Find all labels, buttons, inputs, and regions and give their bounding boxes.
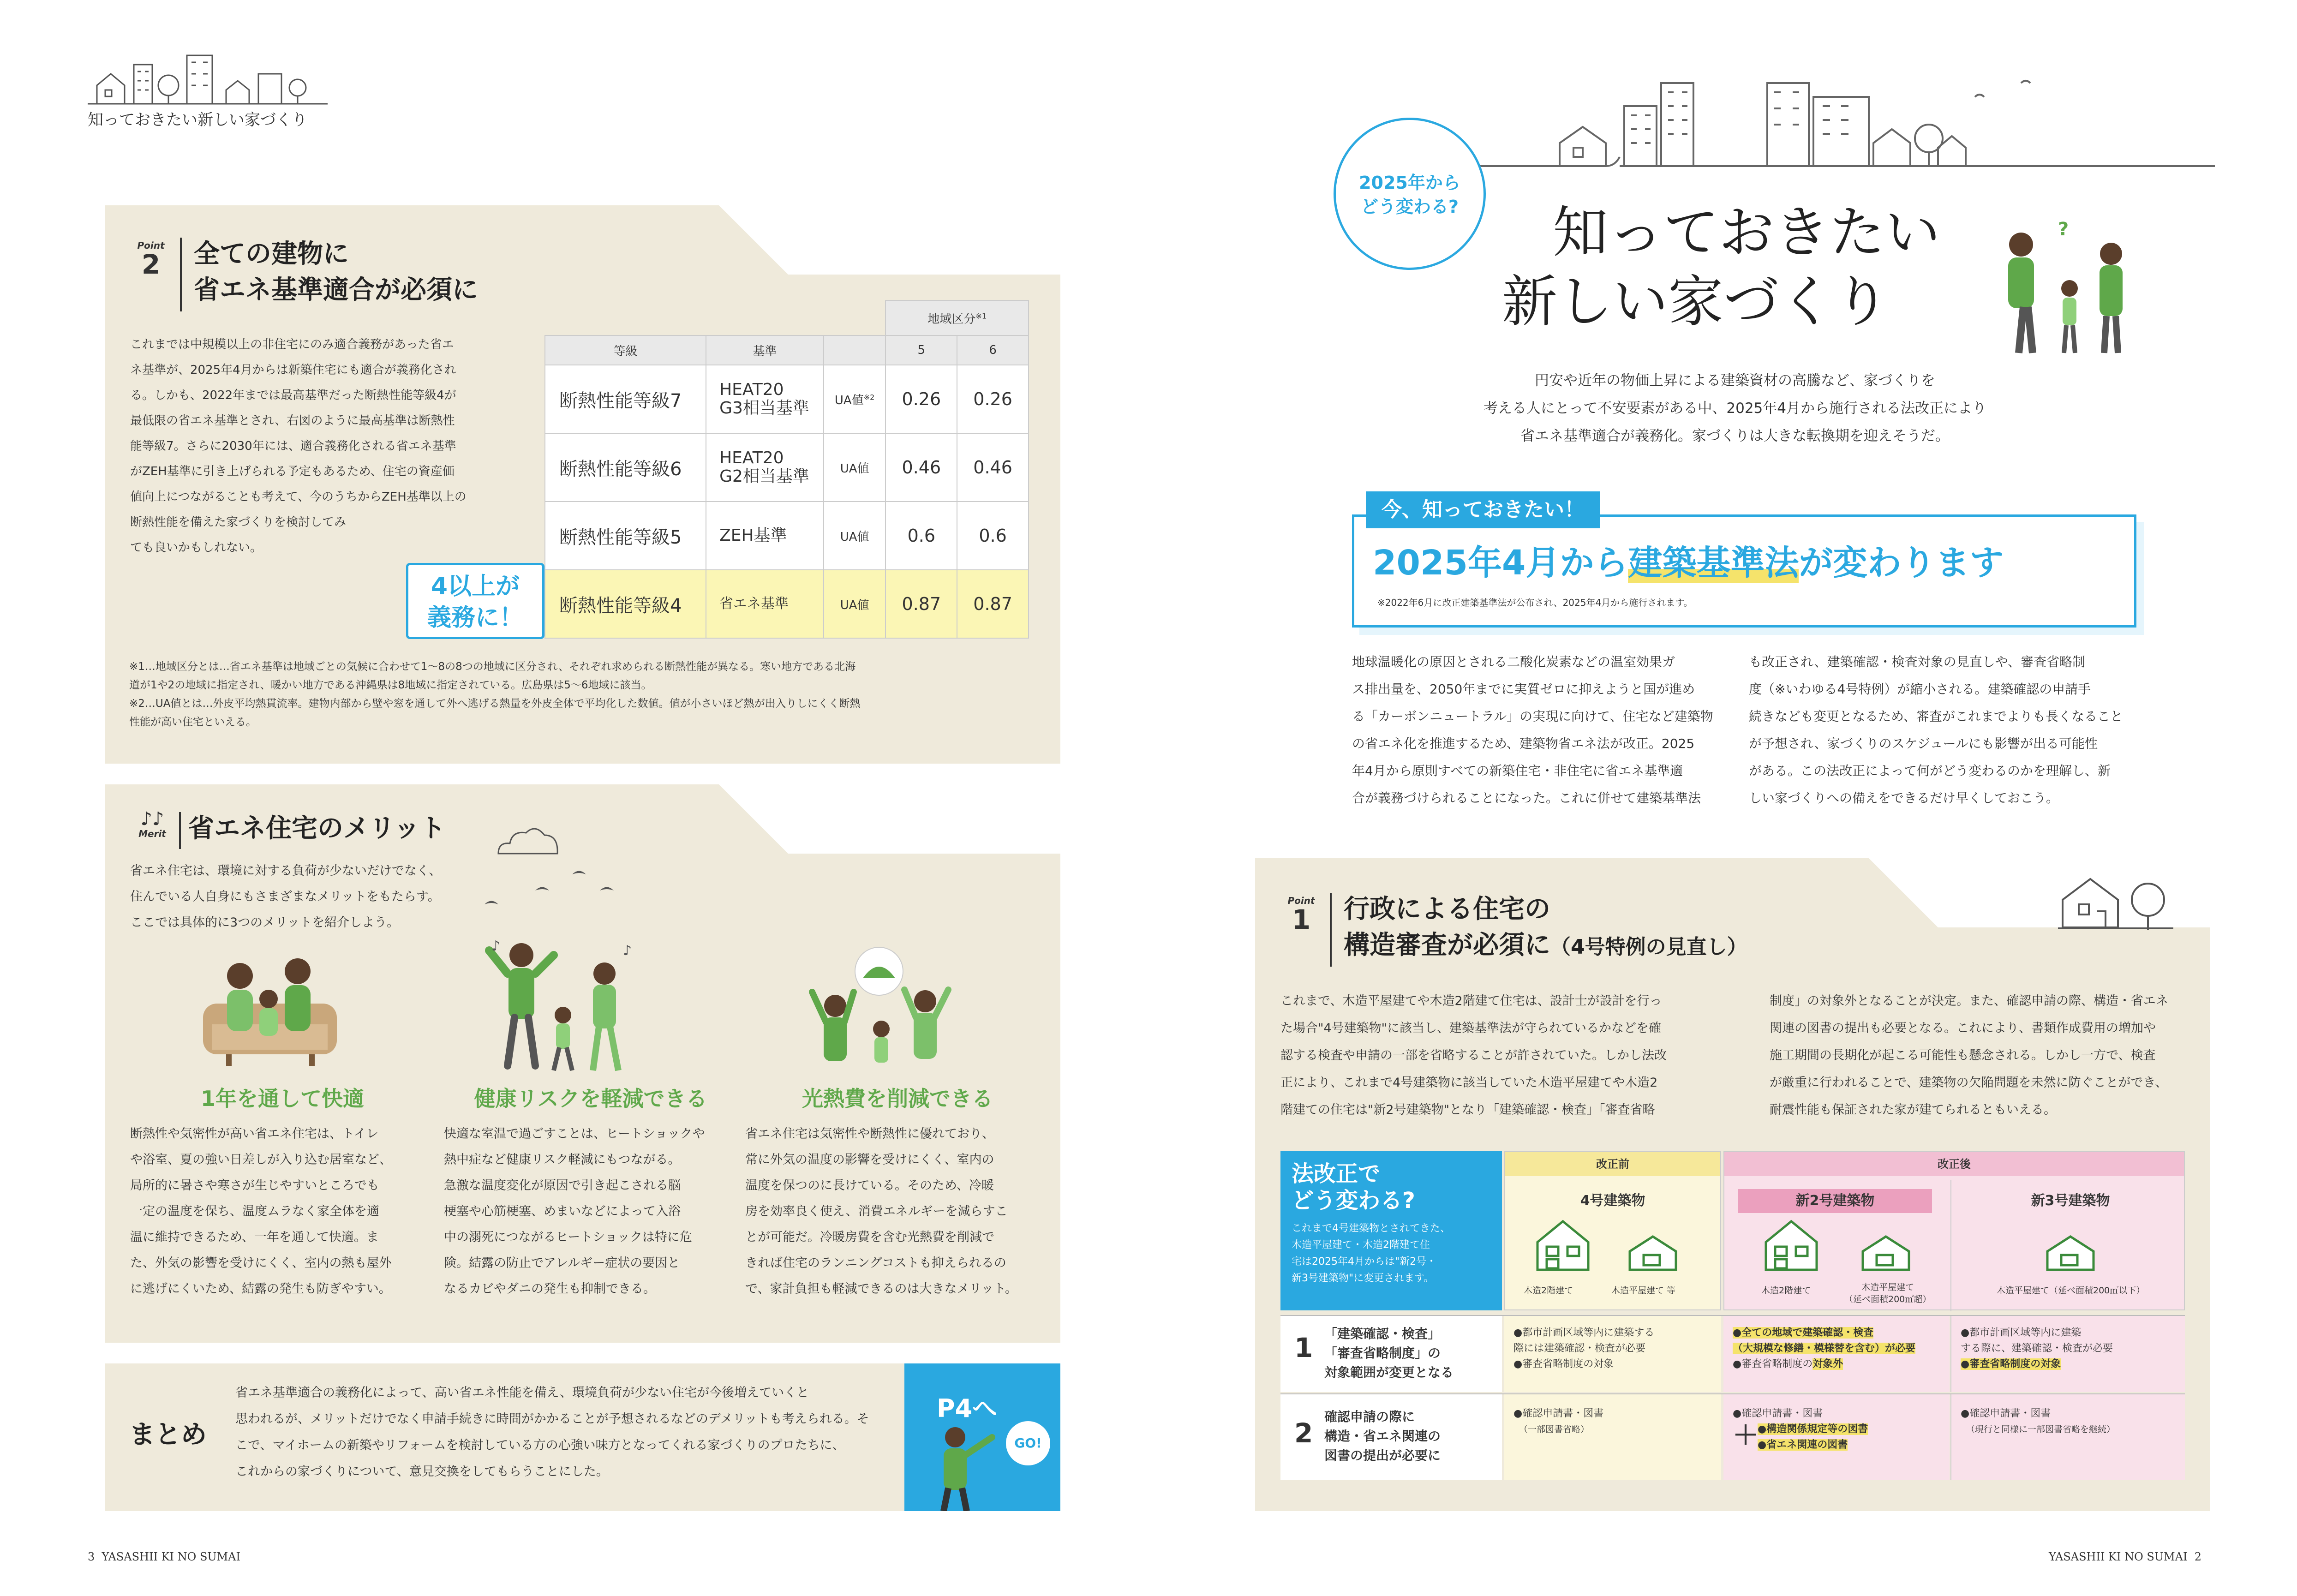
footer-left [88, 1550, 240, 1563]
go-to-p4-button[interactable] [904, 1363, 1060, 1511]
text-line: 梗塞や心筋梗塞、めまいなどによって入浴 [444, 1204, 681, 1219]
text-line: た、外気の影響を受けにくく、室内の熱も屋外 [130, 1256, 392, 1270]
matome-title: まとめ [129, 1420, 207, 1450]
text-line: ネ基準が、2025年4月からは新築住宅にも適合が義務化され [130, 363, 456, 377]
row-value-6: 0.46 [957, 433, 1029, 502]
before-label: 改正前 [1505, 1152, 1720, 1176]
r1-cn2-b: （大規模な修繕・模様替を含む）が必要 [1733, 1343, 1916, 1354]
text-line: 合が義務づけられることになった。これに併せて建築基準法 [1352, 790, 1701, 806]
row-value-6: 0.26 [957, 365, 1029, 433]
text-line: 温に維持できるため、一年を通して快適。ま [130, 1230, 379, 1244]
row-value-5: 0.87 [885, 570, 957, 638]
row-value-6: 0.6 [957, 502, 1029, 570]
text-line: 度（※いわゆる4号特例）が縮小される。建築確認の申請手 [1749, 681, 2091, 697]
banner-title-b: 建築基準法 [1628, 543, 1799, 583]
header-title-left: 知っておきたい新しい家づくり [88, 111, 307, 129]
r1-l3: 対象範囲が変更となる [1324, 1365, 1454, 1380]
text-line: ●審査省略制度の対象 [1513, 1358, 1614, 1370]
r1-cn2-c: ●審査省略制度の [1733, 1358, 1813, 1370]
region-header-text: 地域区分 [927, 312, 976, 326]
point2-title [194, 236, 478, 308]
table-row [545, 502, 1029, 570]
text-line: 能等級7。さらに2030年には、適合義務化される省エネ基準 [130, 439, 456, 453]
r1-cn2-d: 対象外 [1812, 1358, 1843, 1370]
merit2-title: 健康リスクを軽減できる [474, 1086, 707, 1111]
point1-title-line2: 構造審査が必須に [1344, 930, 1550, 960]
col-ua [824, 335, 886, 365]
banner-note: ※2022年6月に改正建築基準法が公布され、2025年4月から施行されます。 [1377, 597, 1693, 608]
text-line: する際に、建築確認・検査が必要 [1961, 1343, 2113, 1354]
table-row-highlight [545, 570, 1029, 638]
footer-left-page: 3 [88, 1550, 95, 1563]
text-line: 快適な室温で過ごすことは、ヒートショックや [444, 1127, 705, 1141]
merit-divider [179, 812, 181, 849]
row2-col4 [1504, 1394, 1721, 1480]
text-line: に逃げにくいため、結露の発生も防ぎやすい。 [130, 1282, 391, 1296]
text-line: 最低限の省エネ基準とされ、右図のように最高基準は断熱性 [130, 414, 455, 428]
row-value-6: 0.87 [957, 570, 1029, 638]
text-line: 省エネ基準適合の義務化によって、高い省エネ性能を備え、環境負荷が少ない住宅が今後増えていくと [235, 1386, 809, 1400]
coln2-cap2 [1844, 1281, 1931, 1305]
col-level: 等級 [545, 335, 706, 365]
house-1story-icon [1625, 1233, 1681, 1272]
r2-c4-a: ●確認申請書・図書 [1513, 1408, 1604, 1419]
footnote-line: ※2…UA値とは…外皮平均熱貫流率。建物内部から壁や窓を通して外へ逃げる熱量を外皮全体で平均化した数値。値が小さいほど熱が出入りしにくく断熱 [129, 698, 861, 710]
point-number: 1 [1292, 904, 1311, 935]
q-line2: どう変わる? [1292, 1188, 1415, 1213]
law-change-table [1280, 1151, 2185, 1479]
r1-cn2-a: ●全ての地域で建築確認・検査 [1733, 1327, 1874, 1339]
house-tree-icon [2058, 872, 2173, 932]
point2-divider [180, 238, 182, 311]
banner-title-c: が変わります [1799, 543, 2004, 583]
text-line: 省エネ住宅は、環境に対する負荷が少ないだけでなく、 [130, 864, 442, 878]
point-number: 2 [141, 249, 161, 280]
callout-mandatory [406, 563, 544, 639]
r1-cn3-d: ●審査省略制度の対象 [1961, 1358, 2061, 1370]
text-line: 続きなども変更となるため、審査がこれまでよりも長くなること [1749, 709, 2123, 724]
cloud-icon [494, 821, 563, 858]
main-title-line1: 知っておきたい [1553, 201, 1940, 265]
text-line: る。しかも、2022年までは最高基準だった断熱性能等級4が [130, 389, 456, 402]
skyline-illustration-right [1467, 69, 2215, 189]
row-value-5: 0.26 [885, 365, 957, 433]
row-standard [706, 433, 824, 502]
text-line: こで、マイホームの新築やリフォームを検討している方の心強い味方となってくれる家づくりのプロたちに、 [235, 1438, 845, 1453]
row2 [1280, 1393, 2185, 1479]
r2-cn2-a: ●確認申請書・図書 [1733, 1408, 1823, 1419]
coln3-cap: 木造平屋建て（延べ面積200㎡以下） [1997, 1285, 2145, 1296]
row2-coln2 [1723, 1394, 1950, 1480]
insulation-grade-table [544, 300, 1029, 639]
text-line: 温度を保つのに長けている。そのため、冷暖 [745, 1178, 994, 1193]
point2-title-line2: 省エネ基準適合が必須に [194, 275, 478, 305]
text-line: 常に外気の温度の影響を受けにくく、室内の [745, 1153, 994, 1167]
change-circle [1334, 118, 1486, 270]
go-badge: GO! [1006, 1421, 1050, 1465]
right-col2 [1749, 648, 2136, 812]
text-line: 制度」の対象外となることが決定。また、確認申請の際、構造・省エネ [1770, 994, 2168, 1008]
row2-label [1324, 1407, 1441, 1465]
text-line: 際には建築確認・検査が必要 [1513, 1343, 1646, 1354]
row-ua: UA値 [824, 502, 886, 570]
r2-cn2-c: ●省エネ関連の図書 [1758, 1439, 1848, 1451]
row-ua: UA値 [824, 570, 886, 638]
text-line: 耐震性能も保証された家が建てられるともいえる。 [1770, 1103, 2056, 1117]
row-ua: UA値 [824, 433, 886, 502]
row2-coln3 [1950, 1394, 2185, 1480]
merit-label: Merit [138, 828, 166, 839]
row1-coln2 [1723, 1316, 1950, 1392]
text-line: 思われるが、メリットだけでなく申請手続きに時間がかかることが予想されるなどのデメリットも考えられる。そ [235, 1412, 869, 1426]
main-title [1502, 198, 1940, 337]
q-line1: 法改正で [1292, 1161, 1381, 1187]
text-line: 熱中症など健康リスク軽減にもつながる。 [444, 1153, 681, 1167]
table-row [545, 365, 1029, 433]
merit2-text [444, 1121, 748, 1302]
text-line: 地球温暖化の原因とされる二酸化炭素などの温室効果ガ [1352, 654, 1675, 669]
text-line: 局所的に暑さや寒さが生じやすいところでも [130, 1178, 379, 1193]
text-line: 険。結露の防止でアレルギー症状の要因と [444, 1256, 680, 1270]
question-box [1280, 1151, 1502, 1310]
text-line: が予想され、家づくりのスケジュールにも影響が出る可能性 [1749, 736, 2098, 751]
family-question-illustration [1989, 217, 2146, 355]
banner-tab: 今、知っておきたい！ [1366, 491, 1600, 528]
r2-cn3-b: （現行と同様に一部図書省略を継続） [1966, 1424, 2116, 1435]
house-2story-icon [1761, 1217, 1821, 1272]
merit-title: 省エネ住宅のメリット [188, 813, 446, 843]
point1-title-paren: （4号特例の見直し） [1550, 935, 1747, 959]
text-line: ●都市計画区域等内に建築 [1961, 1327, 2082, 1339]
family-dance-illustration [480, 937, 646, 1075]
row-level: 断熱性能等級6 [545, 433, 706, 502]
ua-text: UA値 [834, 393, 864, 407]
footnote-line: 性能が高い住宅といえる。 [129, 716, 257, 728]
plus-icon: ＋ [1733, 1421, 1759, 1451]
svg-text:♪: ♪ [623, 943, 632, 959]
after-label: 改正後 [1724, 1152, 2184, 1176]
footer-right-brand: YASASHII KI NO SUMAI [2049, 1550, 2188, 1563]
text-line: ス排出量を、2050年までに実質ゼロに抑えようと国が進め [1352, 681, 1695, 697]
point-label: Point [1287, 895, 1315, 906]
r2-c4-b: （一部図書省略） [1519, 1424, 1590, 1435]
text-line: 省エネ基準適合が義務化。家づくりは大きな転換期を迎えそうだ。 [1520, 428, 1950, 444]
footer-right-page: 2 [2194, 1550, 2201, 1563]
matome-text [235, 1380, 909, 1485]
footnote-line: 道が1や2の地域に指定され、暖かい地方である沖縄県は8地域に指定されている。広島県は5〜6地域に該当。 [129, 679, 652, 691]
merit3-title: 光熱費を削減できる [802, 1086, 993, 1111]
text-line: 円安や近年の物価上昇による建築資材の高騰など、家づくりを [1535, 372, 1935, 389]
text-line: がZEH基準に引き上げられる予定もあるため、住宅の資産価 [130, 465, 455, 478]
region-header [885, 300, 1029, 335]
q-desc [1292, 1220, 1491, 1287]
r2-l2: 構造・省エネ関連の [1324, 1429, 1441, 1444]
merit-badge [129, 810, 175, 839]
circle-line1: 2025年から [1359, 173, 1460, 193]
svg-text:?: ? [2058, 219, 2069, 240]
right-col1 [1352, 648, 1730, 812]
col-standard: 基準 [706, 335, 824, 365]
text-line: これまで4号建築物とされてきた、 [1292, 1223, 1450, 1234]
footer-right [2049, 1550, 2201, 1563]
text-line: 中の溺死につながるヒートショックは特に危 [444, 1230, 692, 1244]
text-line: とが可能だ。冷暖房費を含む光熱費を削減で [745, 1230, 994, 1244]
music-icon: ♪♪ [140, 808, 164, 830]
coln2-cap2b: （延べ面積200㎡超） [1844, 1294, 1932, 1304]
standard-line2: G3相当基準 [719, 399, 809, 418]
house-1story-icon [2043, 1233, 2098, 1272]
text-line: 急激な温度変化が原因で引き起こされる脳 [444, 1178, 681, 1193]
text-line: 考える人にとって不安要素がある中、2025年4月から施行される法改正により [1483, 400, 1986, 417]
point2-badge [126, 240, 176, 278]
family-cheer-illustration [803, 937, 960, 1075]
text-line: しい家づくりへの備えをできるだけ早くしておこう。 [1749, 790, 2059, 806]
point1-col2 [1770, 987, 2194, 1124]
point1-title [1344, 891, 1747, 965]
text-line: 断熱性能を備えた家づくりを検討してみ [130, 515, 347, 529]
callout-line1: 4以上が [431, 573, 520, 600]
text-line: や浴室、夏の強い日差しが入り込む居室など、 [130, 1153, 392, 1167]
text-line: 年4月から原則すべての新築住宅・非住宅に省エネ基準適 [1352, 763, 1683, 778]
point2-footnotes [129, 658, 1043, 731]
point2-title-line1: 全ての建物に [194, 239, 349, 269]
standard-line2: G2相当基準 [719, 467, 809, 486]
house-2story-icon [1533, 1217, 1593, 1272]
text-line: 関連の図書の提出も必要となる。これにより、書類作成費用の増加や [1770, 1021, 2156, 1035]
text-line: 正により、これまで4号建築物に該当していた木造平屋建てや木造2 [1280, 1076, 1658, 1090]
text-line: で、家計負担も軽減できるのは大きなメリット。 [745, 1282, 1017, 1296]
coln2-cap1: 木造2階建て [1761, 1285, 1811, 1296]
r2-l3: 図書の提出が必要に [1324, 1448, 1441, 1463]
text-line: ここでは具体的に3つのメリットを紹介しよう。 [130, 915, 400, 930]
circle-line2: どう変わる? [1360, 197, 1459, 217]
r1-l1: 「建築確認・検査」 [1324, 1326, 1441, 1341]
text-line: 認する検査や申請の一部を省略することが許されていた。しかし法改 [1280, 1048, 1667, 1063]
family-sofa-illustration [198, 948, 341, 1068]
col-region6: 6 [957, 335, 1029, 365]
coln2-cap2a: 木造平屋建て [1861, 1282, 1914, 1292]
col-region5: 5 [885, 335, 957, 365]
main-title-line2: 新しい家づくり [1502, 270, 1890, 334]
coln3-label: 新3号建築物 [2031, 1193, 2110, 1209]
point2-body [130, 332, 536, 561]
point1-col1 [1280, 987, 1710, 1124]
row-value-5: 0.6 [885, 502, 957, 570]
text-line: 値向上につながることも考えて、今のうちからZEH基準以上の [130, 490, 467, 504]
r2-cn3-a: ●確認申請書・図書 [1961, 1408, 2051, 1419]
text-line: ても良いかもしれない。 [130, 541, 263, 555]
table-row [545, 433, 1029, 502]
row1-number: 1 [1294, 1332, 1313, 1363]
text-line: これまでは中規模以上の非住宅にのみ適合義務があった省エ [130, 338, 454, 352]
text-line: 宅は2025年4月からは"新2号・ [1292, 1256, 1437, 1267]
text-line: も改正され、建築確認・検査対象の見直しや、審査省略制 [1749, 654, 2086, 669]
after-col [1723, 1151, 2185, 1310]
region-note: ※1 [975, 311, 987, 320]
row1 [1280, 1315, 2185, 1391]
person-pointing-icon [923, 1419, 1001, 1511]
standard-line1: HEAT20 [719, 448, 784, 467]
row-standard: 省エネ基準 [706, 570, 824, 638]
text-line: 木造平屋建て・木造2階建て住 [1292, 1239, 1430, 1251]
text-line: が厳重に行われることで、建築物の欠陥問題を未然に防ぐことができ、 [1770, 1076, 2168, 1090]
banner-title-a: 2025年4月から [1373, 543, 1628, 583]
row2-number: 2 [1294, 1417, 1313, 1449]
point-label: Point [137, 240, 165, 251]
text-line: る「カーボンニュートラル」の実現に向けて、住宅など建築物 [1352, 709, 1713, 724]
go-page-label: P4へ [937, 1394, 998, 1423]
text-line: がある。この法改正によって何がどう変わるのかを理解し、新 [1749, 763, 2111, 778]
text-line: 住んでいる人自身にもさまざまなメリットをもたらす。 [130, 890, 440, 904]
footer-left-brand: YASASHII KI NO SUMAI [102, 1550, 240, 1563]
col4-cap1: 木造2階建て [1524, 1285, 1573, 1296]
text-line: 房を効率良く使え、消費エネルギーを減らすこ [745, 1204, 1008, 1219]
text-line: きれば住宅のランニングコストも抑えられるの [745, 1256, 1006, 1270]
col4-label: 4号建築物 [1580, 1193, 1645, 1209]
row-value-5: 0.46 [885, 433, 957, 502]
col4-cap2: 木造平屋建て 等 [1611, 1285, 1676, 1296]
point1-title-line1: 行政による住宅の [1344, 894, 1550, 924]
text-line: 新3号建築物"に変更されます。 [1292, 1273, 1434, 1284]
merit1-text [130, 1121, 435, 1302]
row-ua [824, 365, 886, 433]
row-level: 断熱性能等級7 [545, 365, 706, 433]
text-line: 階建ての住宅は"新2号建築物"となり「建築確認・検査」「審査省略 [1280, 1103, 1655, 1117]
birds-icon [480, 863, 618, 914]
text-line: ●都市計画区域等内に建築する [1513, 1327, 1655, 1339]
text-line: た場合"4号建築物"に該当し、建築基準法が守られているかなどを確 [1280, 1021, 1662, 1035]
r1-l2: 「審査省略制度」の [1324, 1345, 1441, 1361]
row-standard: ZEH基準 [706, 502, 824, 570]
text-line: の省エネ化を推進するため、建築物省エネ法が改正。2025 [1352, 736, 1695, 751]
merit1-title: 1年を通して快適 [200, 1086, 364, 1111]
before-col [1504, 1151, 1721, 1310]
merit-intro [130, 858, 441, 936]
row-level: 断熱性能等級5 [545, 502, 706, 570]
coln2-label: 新2号建築物 [1738, 1189, 1932, 1213]
r2-l1: 確認申請の際に [1324, 1409, 1415, 1424]
standard-line1: HEAT20 [719, 380, 784, 399]
text-line: 断熱性や気密性が高い省エネ住宅は、トイレ [130, 1127, 379, 1141]
point1-divider [1330, 893, 1332, 967]
text-line: 施工期間の長期化が起こる可能性も懸念される。しかし一方で、検査 [1770, 1048, 2156, 1063]
text-line: 省エネ住宅は気密性や断熱性に優れており、 [745, 1127, 994, 1141]
text-line: これまで、木造平屋建てや木造2階建て住宅は、設計士が設計を行っ [1280, 994, 1662, 1008]
row1-coln3 [1950, 1316, 2185, 1392]
ua-note: ※2 [863, 392, 875, 401]
lead-text [1338, 367, 2132, 450]
row1-col4 [1504, 1316, 1721, 1392]
text-line: 一定の温度を保ち、温度ムラなく家全体を適 [130, 1204, 379, 1219]
text-line: なるカビやダニの発生も抑制できる。 [444, 1282, 656, 1296]
row-standard [706, 365, 824, 433]
merit3-text [745, 1121, 1050, 1302]
footnote-line: ※1…地域区分とは…省エネ基準は地域ごとの気候に合わせて1〜8の8つの地域に区分され、それぞれ求められる断熱性能が異なる。寒い地方である北海 [129, 661, 856, 673]
row-level: 断熱性能等級4 [545, 570, 706, 638]
banner-title [1373, 540, 2004, 586]
svg-text:♪: ♪ [491, 938, 501, 954]
text-line: これからの家づくりについて、意見交換をしてもらうことにした。 [235, 1464, 609, 1479]
row1-label [1324, 1324, 1454, 1382]
skyline-illustration-left [88, 46, 328, 106]
r2-cn2-b: ●構造関係規定等の図書 [1758, 1423, 1868, 1435]
point1-badge [1276, 895, 1327, 933]
house-1story-icon [1858, 1233, 1914, 1272]
callout-line2: 義務に！ [427, 604, 523, 632]
